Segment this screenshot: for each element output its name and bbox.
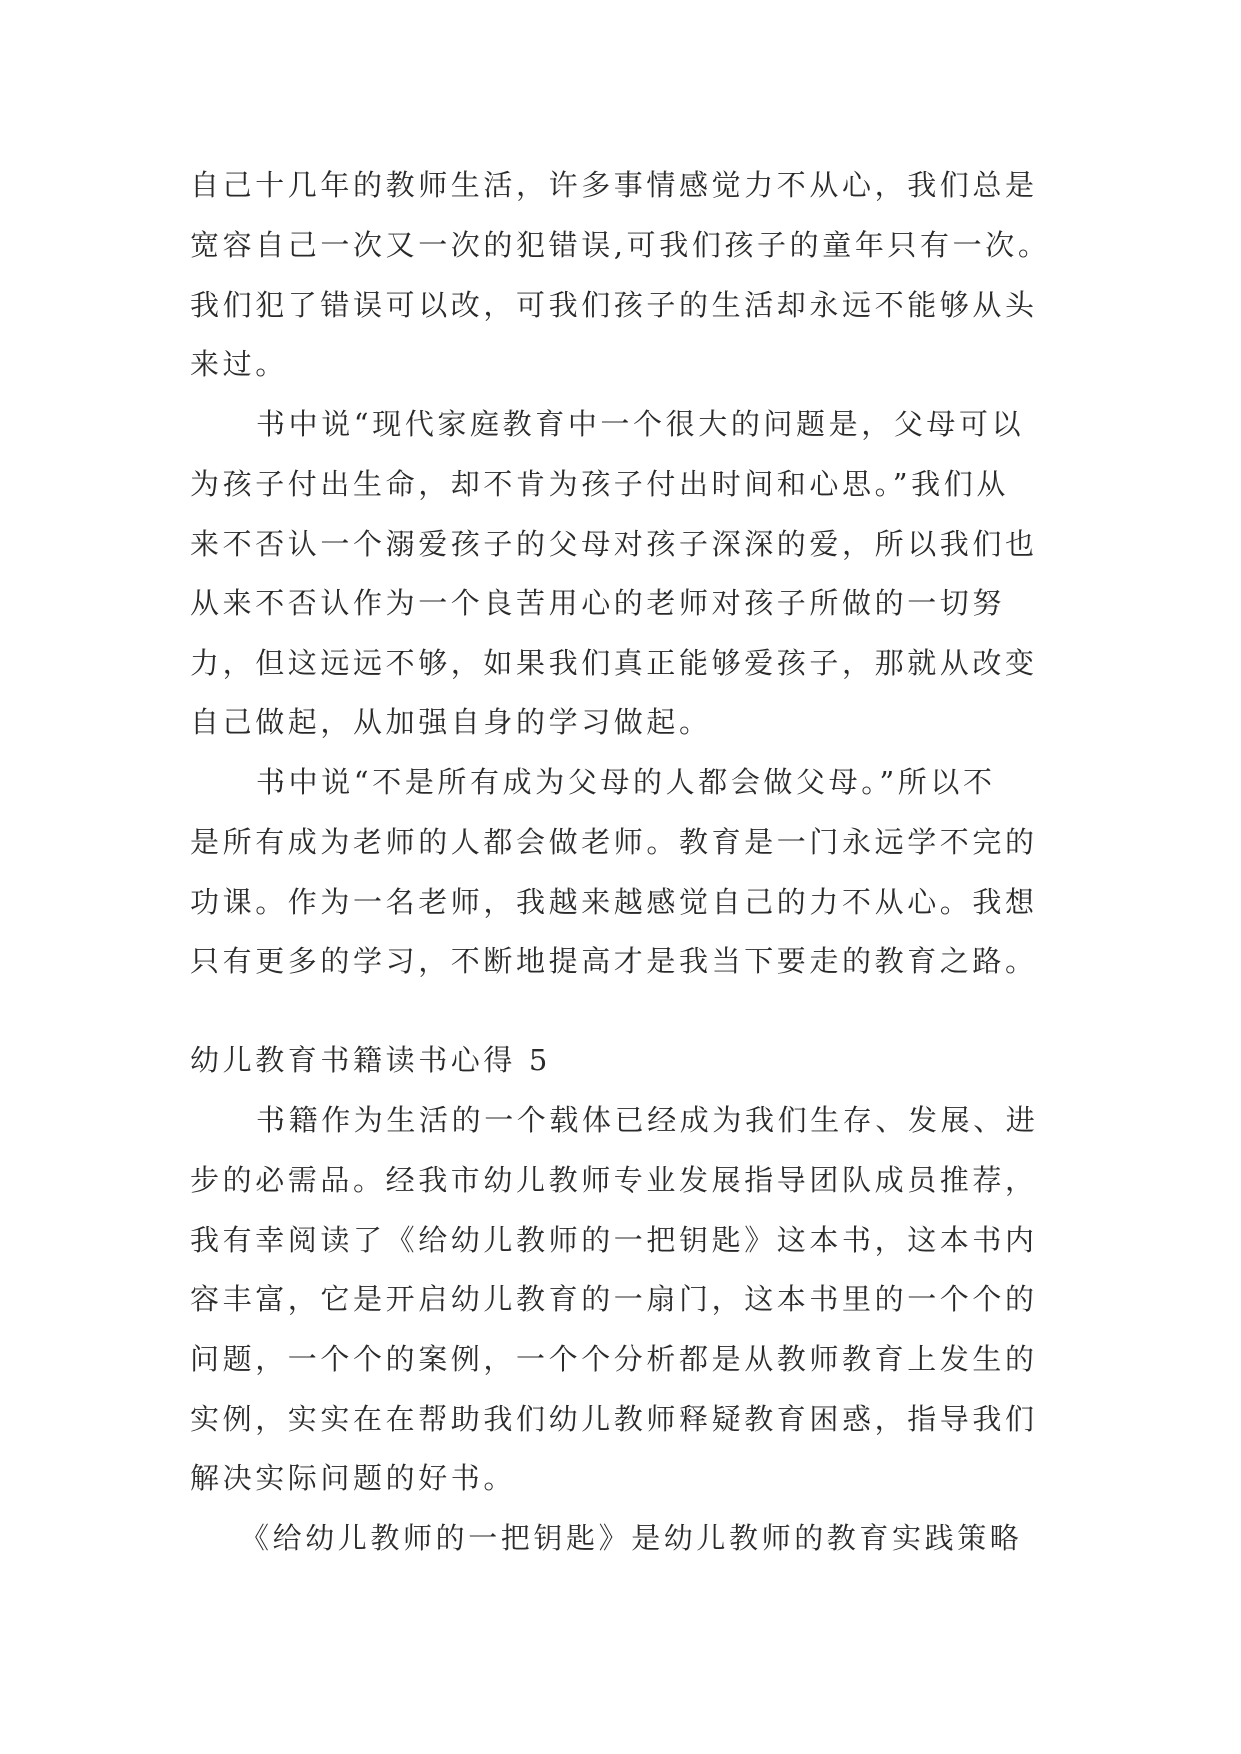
text-line: 力，但这远远不够，如果我们真正能够爱孩子，那就从改变 <box>190 646 1038 680</box>
text-line: 问题，一个个的案例，一个个分析都是从教师教育上发生的 <box>190 1342 1038 1376</box>
text-line: 为孩子付出生命，却不肯为孩子付出时间和心思。”我们从 <box>190 467 1009 501</box>
text-line: 步的必需品。经我市幼儿教师专业发展指导团队成员推荐， <box>190 1163 1038 1197</box>
text-line: 书中说“不是所有成为父母的人都会做父母。”所以不 <box>256 765 996 799</box>
text-line: 书中说“现代家庭教育中一个很大的问题是，父母可以 <box>256 407 1025 441</box>
text-line: 宽容自己一次又一次的犯错误,可我们孩子的童年只有一次。 <box>190 228 1051 262</box>
text-line: 我们犯了错误可以改，可我们孩子的生活却永远不能够从头 <box>190 288 1038 322</box>
text-line: 自己做起，从加强自身的学习做起。 <box>190 705 712 739</box>
text-line: 容丰富，它是开启幼儿教育的一扇门，这本书里的一个个的 <box>190 1282 1038 1316</box>
text-line: 从来不否认作为一个良苦用心的老师对孩子所做的一切努 <box>190 586 1006 620</box>
text-line: 来不否认一个溺爱孩子的父母对孩子深深的爱，所以我们也 <box>190 527 1038 561</box>
text-line: 实例，实实在在帮助我们幼儿教师释疑教育困惑，指导我们 <box>190 1402 1038 1436</box>
text-line: 《给幼儿教师的一把钥匙》是幼儿教师的教育实践策略 <box>240 1521 1023 1555</box>
text-line: 解决实际问题的好书。 <box>190 1461 517 1495</box>
section-heading: 幼儿教育书籍读书心得 5 <box>190 1043 551 1077</box>
text-line: 只有更多的学习，不断地提高才是我当下要走的教育之路。 <box>190 944 1038 978</box>
text-line: 来过。 <box>190 347 288 381</box>
text-line: 我有幸阅读了《给幼儿教师的一把钥匙》这本书，这本书内 <box>190 1223 1038 1257</box>
text-line: 功课。作为一名老师，我越来越感觉自己的力不从心。我想 <box>190 885 1038 919</box>
text-line: 书籍作为生活的一个载体已经成为我们生存、发展、进 <box>256 1103 1039 1137</box>
text-line: 是所有成为老师的人都会做老师。教育是一门永远学不完的 <box>190 825 1038 859</box>
text-line: 自己十几年的教师生活，许多事情感觉力不从心，我们总是 <box>190 168 1038 202</box>
